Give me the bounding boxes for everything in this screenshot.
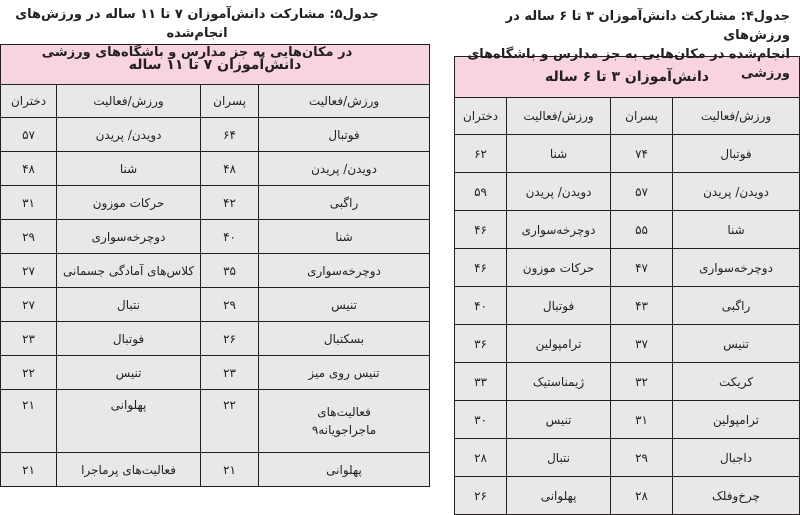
boys-value: ۵۵ <box>611 211 673 249</box>
girls-activity: دوچرخه‌سواری <box>57 220 201 254</box>
boys-value: ۲۶ <box>201 322 259 356</box>
boys-activity: راگبی <box>673 287 800 325</box>
girls-value: ۳۱ <box>1 186 57 220</box>
girls-activity: فعالیت‌های پرماجرا <box>57 453 201 487</box>
boys-activity-line2: ماجراجویانه۹ <box>311 423 377 437</box>
boys-activity: تنیس روی میز <box>259 356 430 390</box>
boys-activity: داجبال <box>673 439 800 477</box>
girls-activity: پهلوانی <box>57 390 201 453</box>
table-5-caption-line1: جدول۵: مشارکت دانش‌آموزان ۷ تا ۱۱ ساله در ورزش‌های انجام‌شده <box>15 7 379 41</box>
boys-activity <box>259 390 430 453</box>
girls-value: ۵۷ <box>1 118 57 152</box>
table-row <box>455 325 800 363</box>
table-row <box>1 390 430 453</box>
table-row <box>455 211 800 249</box>
table-5-caption-line2: در مکان‌هایی به جز مدارس و باشگاه‌های ورزشی <box>41 45 353 60</box>
table-row <box>455 439 800 477</box>
boys-activity: بسکتبال <box>259 322 430 356</box>
table-row <box>455 173 800 211</box>
table-4 <box>454 56 800 515</box>
table-row <box>455 135 800 173</box>
table-4-group-header: دانش‌آموزان ۳ تا ۶ ساله <box>455 57 800 98</box>
boys-value: ۴۰ <box>201 220 259 254</box>
girls-activity: حرکات موزون <box>57 186 201 220</box>
girls-activity: نتبال <box>507 439 611 477</box>
boys-value: ۳۷ <box>611 325 673 363</box>
table-4-block <box>454 0 800 515</box>
boys-value: ۲۹ <box>201 288 259 322</box>
table-row <box>1 322 430 356</box>
boys-activity: فوتبال <box>259 118 430 152</box>
boys-activity: فوتبال <box>673 135 800 173</box>
girls-value: ۴۰ <box>455 287 507 325</box>
table-5 <box>0 44 430 487</box>
girls-value: ۲۶ <box>455 477 507 515</box>
girls-activity: فوتبال <box>57 322 201 356</box>
header-boys-value: پسران <box>201 85 259 118</box>
boys-value: ۲۹ <box>611 439 673 477</box>
boys-value: ۴۷ <box>611 249 673 287</box>
table-row <box>1 118 430 152</box>
table-row <box>1 186 430 220</box>
header-girls-activity: ورزش/فعالیت <box>507 98 611 135</box>
girls-activity: فوتبال <box>507 287 611 325</box>
table-5-caption <box>0 0 430 60</box>
boys-activity: تنیس <box>259 288 430 322</box>
table-4-caption <box>454 0 800 81</box>
table-row <box>1 288 430 322</box>
girls-activity: تنیس <box>507 401 611 439</box>
table-4-caption-line2: انجام‌شده در مکان‌هایی به جز مدارس و باشگاه‌های ورزشی <box>467 47 790 81</box>
boys-value: ۳۱ <box>611 401 673 439</box>
girls-value: ۴۶ <box>455 211 507 249</box>
header-boys-activity: ورزش/فعالیت <box>259 85 430 118</box>
boys-value: ۲۳ <box>201 356 259 390</box>
girls-activity: دوچرخه‌سواری <box>507 211 611 249</box>
table-row <box>1 254 430 288</box>
table-row <box>1 453 430 487</box>
girls-activity: پهلوانی <box>507 477 611 515</box>
boys-value: ۳۵ <box>201 254 259 288</box>
girls-activity: کلاس‌های آمادگی جسمانی <box>57 254 201 288</box>
boys-value: ۴۸ <box>201 152 259 186</box>
girls-activity: نتبال <box>57 288 201 322</box>
girls-activity: دویدن/ پریدن <box>507 173 611 211</box>
boys-value: ۴۲ <box>201 186 259 220</box>
girls-value: ۴۸ <box>1 152 57 186</box>
header-girls-value: دختران <box>1 85 57 118</box>
girls-value: ۲۷ <box>1 288 57 322</box>
girls-activity: شنا <box>507 135 611 173</box>
girls-value: ۳۶ <box>455 325 507 363</box>
boys-value: ۲۲ <box>201 390 259 453</box>
girls-value: ۲۲ <box>1 356 57 390</box>
girls-value: ۶۲ <box>455 135 507 173</box>
girls-activity: شنا <box>57 152 201 186</box>
table-row <box>455 249 800 287</box>
boys-activity: شنا <box>673 211 800 249</box>
boys-value: ۲۸ <box>611 477 673 515</box>
girls-value: ۲۹ <box>1 220 57 254</box>
boys-activity: راگبی <box>259 186 430 220</box>
boys-value: ۵۷ <box>611 173 673 211</box>
boys-value: ۷۴ <box>611 135 673 173</box>
table-row <box>1 356 430 390</box>
table-row <box>1 152 430 186</box>
boys-activity: دویدن/ پریدن <box>259 152 430 186</box>
boys-activity: کریکت <box>673 363 800 401</box>
boys-activity: چرخ‌وفلک <box>673 477 800 515</box>
girls-value: ۳۰ <box>455 401 507 439</box>
table-4-caption-line1: جدول۴: مشارکت دانش‌آموزان ۳ تا ۶ ساله در ورزش‌های <box>505 9 790 43</box>
boys-value: ۲۱ <box>201 453 259 487</box>
girls-value: ۲۱ <box>1 453 57 487</box>
girls-activity: دویدن/ پریدن <box>57 118 201 152</box>
table-row <box>455 477 800 515</box>
boys-activity: دوچرخه‌سواری <box>259 254 430 288</box>
table-row <box>455 363 800 401</box>
header-boys-value: پسران <box>611 98 673 135</box>
boys-activity: دوچرخه‌سواری <box>673 249 800 287</box>
table-row <box>455 401 800 439</box>
boys-value: ۴۳ <box>611 287 673 325</box>
girls-activity: ترامپولین <box>507 325 611 363</box>
girls-value: ۲۱ <box>1 390 57 453</box>
girls-value: ۴۶ <box>455 249 507 287</box>
girls-value: ۳۳ <box>455 363 507 401</box>
girls-value: ۲۷ <box>1 254 57 288</box>
boys-value: ۶۴ <box>201 118 259 152</box>
boys-activity: تنیس <box>673 325 800 363</box>
header-boys-activity: ورزش/فعالیت <box>673 98 800 135</box>
girls-value: ۲۳ <box>1 322 57 356</box>
table-row <box>1 220 430 254</box>
girls-activity: حرکات موزون <box>507 249 611 287</box>
girls-value: ۵۹ <box>455 173 507 211</box>
girls-value: ۲۸ <box>455 439 507 477</box>
table-5-group-header: دانش‌آموزان ۷ تا ۱۱ ساله <box>1 45 430 85</box>
boys-activity: دویدن/ پریدن <box>673 173 800 211</box>
header-girls-activity: ورزش/فعالیت <box>57 85 201 118</box>
girls-activity: تنیس <box>57 356 201 390</box>
table-row <box>455 287 800 325</box>
boys-activity: پهلوانی <box>259 453 430 487</box>
girls-activity: ژیمناستیک <box>507 363 611 401</box>
boys-value: ۳۲ <box>611 363 673 401</box>
boys-activity: شنا <box>259 220 430 254</box>
header-girls-value: دختران <box>455 98 507 135</box>
boys-activity: ترامپولین <box>673 401 800 439</box>
boys-activity-line1: فعالیت‌های <box>317 405 371 419</box>
